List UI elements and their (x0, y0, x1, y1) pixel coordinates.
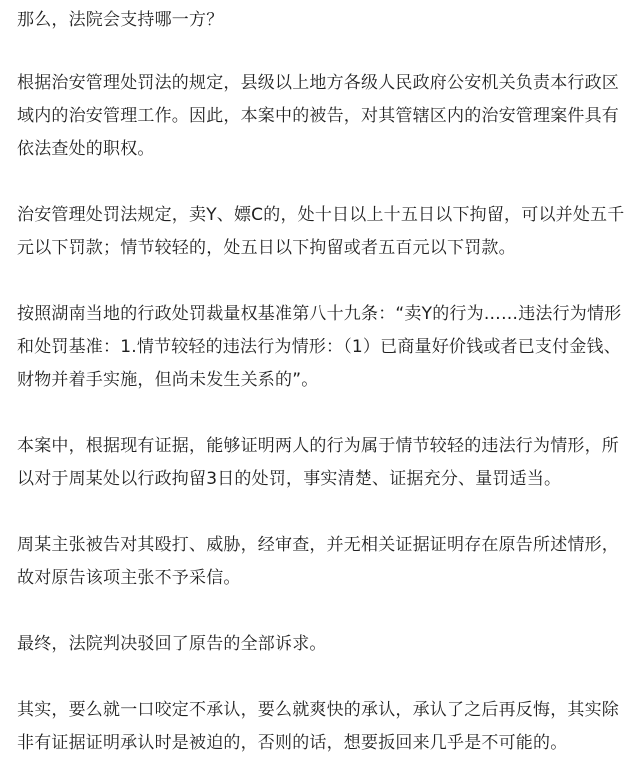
paragraph-spacer (17, 37, 630, 67)
paragraph-discretion-standard: 按照湖南当地的行政处罚裁量权基准第八十九条：“卖Y的行为……违法行为情形和处罚基准：1.情节较轻的违法行为情形：（1）已商量好价钱或者已支付金钱、财物并着手实施，但尚未发生关系的”。 (17, 304, 622, 390)
paragraph-judgment: 最终，法院判决驳回了原告的全部诉求。 (17, 634, 327, 654)
paragraph-spacer (17, 595, 630, 628)
paragraph-spacer (17, 397, 630, 430)
paragraph-question: 那么，法院会支持哪一方？ (17, 10, 224, 30)
paragraph-conclusion: 其实，要么就一口咬定不承认，要么就爽快的承认，承认了之后再反悔，其实除非有证据证明承认时是被迫的，否则的话，想要扳回来几乎是不可能的。 (17, 700, 619, 753)
paragraph-spacer (17, 265, 630, 298)
paragraph-spacer (17, 661, 630, 694)
paragraph-spacer (17, 496, 630, 529)
paragraph-plaintiff-claim: 周某主张被告对其殴打、威胁，经审查，并无相关证据证明存在原告所述情形，故对原告该项主张不予采信。 (17, 535, 619, 588)
paragraph-jurisdiction: 根据治安管理处罚法的规定，县级以上地方各级人民政府公安机关负责本行政区域内的治安管理工作。因此，本案中的被告，对其管辖区内的治安管理案件具有依法查处的职权。 (17, 73, 619, 159)
paragraph-case-finding: 本案中，根据现有证据，能够证明两人的行为属于情节较轻的违法行为情形，所以对于周某处以行政拘留3日的处罚，事实清楚、证据充分、量罚适当。 (17, 436, 619, 489)
paragraph-spacer (17, 166, 630, 199)
paragraph-penalty-law: 治安管理处罚法规定，卖Y、嫖C的，处十日以上十五日以下拘留，可以并处五千元以下罚款；情节较轻的，处五日以下拘留或者五百元以下罚款。 (17, 205, 625, 258)
